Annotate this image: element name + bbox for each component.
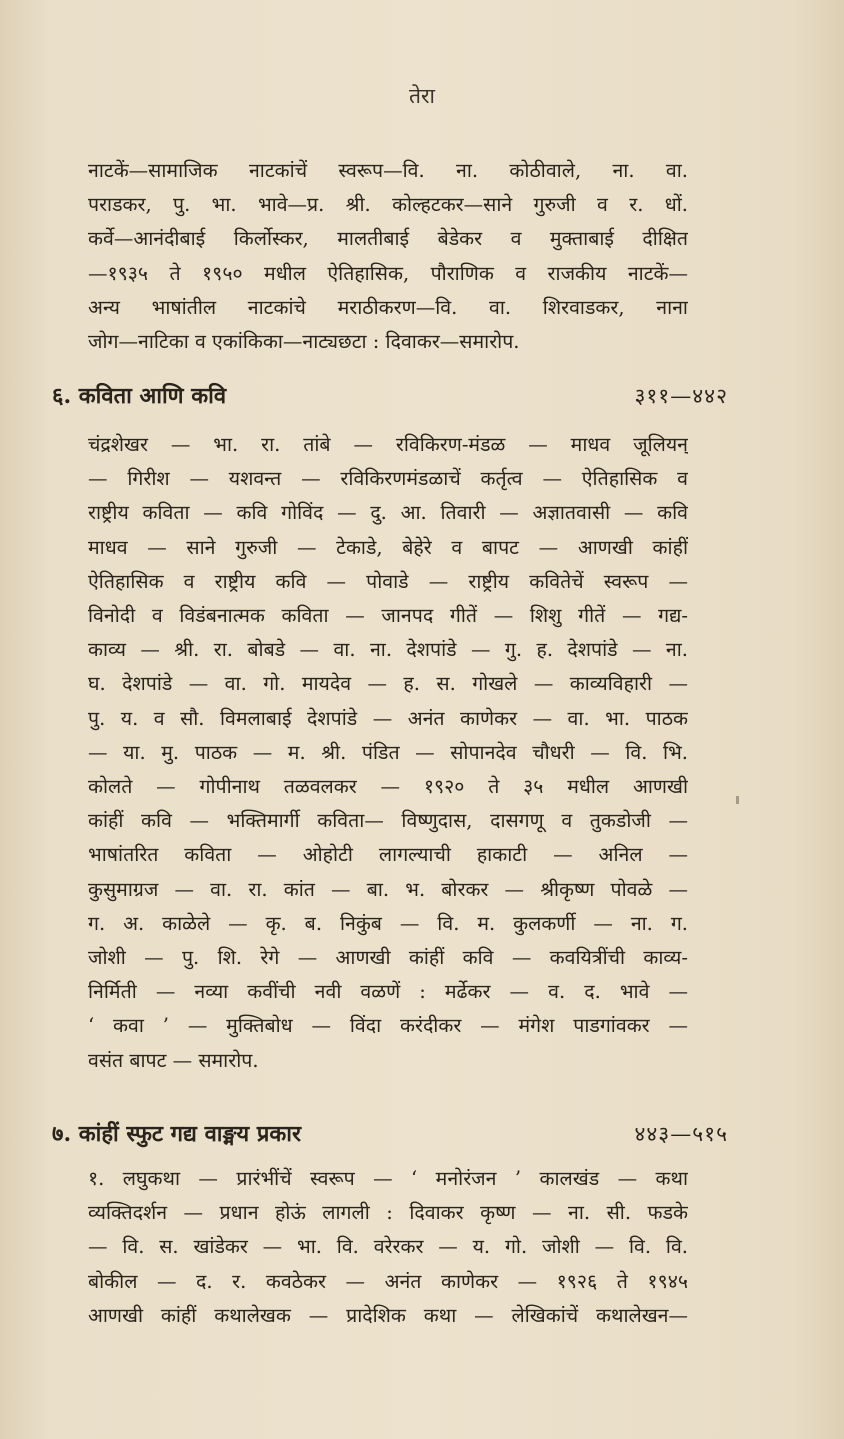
text-line: वसंत बापट — समारोप. (88, 1048, 259, 1072)
text-line: ‘ कवा ’ — मुक्तिबोध — विंदा करंदीकर — मंगेश पाडगांवकर — (88, 1014, 688, 1038)
text-line: पराडकर, पु. भा. भावे—प्र. श्री. कोल्हटकर—साने गुरुजी व र. धों. (88, 193, 688, 217)
text-line: विनोदी व विडंबनात्मक कविता — जानपद गीतें — शिशु गीतें — गद्य- (88, 604, 688, 628)
text-line: जोशी — पु. शि. रेगे — आणखी कांहीं कवि — कवयित्रींची काव्य- (88, 946, 688, 970)
page-number-header: तेरा (409, 84, 435, 108)
text-line: बोकील — द. र. कवठेकर — अनंत काणेकर — १९२६ ते १९४५ (88, 1269, 688, 1293)
section-title: ६. कविता आणि कवि (52, 383, 227, 409)
text-line: घ. देशपांडे — वा. गो. मायदेव — ह. स. गोखले — काव्यविहारी — (88, 672, 688, 696)
text-line: १. लघुकथा — प्रारंभींचें स्वरूप — ‘ मनोरंजन ’ कालखंड — कथा (88, 1167, 688, 1190)
section-heading-prose (52, 1118, 728, 1148)
text-line: कांहीं कवि — भक्तिमार्गी कविता— विष्णुदास, दासगणू व तुकडोजी — (88, 809, 688, 833)
text-line: अन्य भाषांतील नाटकांचे मराठीकरण—वि. वा. शिरवाडकर, नाना (88, 295, 688, 319)
text-line: भाषांतरित कविता — ओहोटी लागल्याची हाकाटी — अनिल — (88, 843, 688, 867)
text-line: जोग—नाटिका व एकांकिका—नाट्यछटा : दिवाकर—समारोप. (88, 330, 520, 354)
text-line: पु. य. व सौ. विमलाबाई देशपांडे — अनंत काणेकर — वा. भा. पाठक (88, 706, 688, 730)
text-line: माधव — साने गुरुजी — टेकाडे, बेहेरे व बापट — आणखी कांहीं (88, 535, 688, 559)
section-heading-poetry (52, 380, 728, 410)
text-line: ऐतिहासिक व राष्ट्रीय कवि — पोवाडे — राष्ट्रीय कवितेचें स्वरूप — (88, 569, 688, 593)
section-body-prose (88, 1162, 688, 1333)
text-line: व्यक्तिदर्शन — प्रधान होऊं लागली : दिवाकर कृष्ण — ना. सी. फडके (88, 1201, 688, 1225)
text-line: चंद्रशेखर — भा. रा. तांबे — रविकिरण-मंडळ — माधव जूलियन् (88, 433, 688, 456)
text-line: ग. अ. काळेले — कृ. ब. निकुंब — वि. म. कुलकर्णी — ना. ग. (88, 911, 688, 935)
text-line: काव्य — श्री. रा. बोबडे — वा. ना. देशपांडे — गु. ह. देशपांडे — ना. (88, 638, 688, 662)
text-line: निर्मिती — नव्या कवींची नवी वळणें : मर्ढेकर — व. द. भावे — (88, 980, 688, 1004)
text-line: — गिरीश — यशवन्त — रविकिरणमंडळाचें कर्तृत्व — ऐतिहासिक व (88, 467, 688, 491)
section-page-range: ३११—४४२ (634, 384, 728, 408)
section-title: ७. कांहीं स्फुट गद्य वाङ्मय प्रकार (52, 1121, 301, 1147)
section-body-poetry (88, 428, 688, 1078)
text-line: — वि. स. खांडेकर — भा. वि. वरेरकर — य. गो. जोशी — वि. वि. (88, 1235, 688, 1259)
paper-speck (736, 796, 739, 804)
text-line: — या. मु. पाठक — म. श्री. पंडित — सोपानदेव चौधरी — वि. भि. (88, 740, 688, 764)
text-line: आणखी कांहीं कथालेखक — प्रादेशिक कथा — लेखिकांचें कथालेखन— (88, 1303, 688, 1327)
text-line: कुसुमाग्रज — वा. रा. कांत — बा. भ. बोरकर — श्रीकृष्ण पोवळे — (88, 877, 688, 901)
intro-paragraph (88, 154, 688, 359)
text-line: कर्वे—आनंदीबाई किर्लोस्कर, मालतीबाई बेडेकर व मुक्ताबाई दीक्षित (88, 227, 688, 251)
section-page-range: ४४३—५१५ (634, 1122, 728, 1146)
text-line: कोलते — गोपीनाथ तळवलकर — १९२० ते ३५ मधील आणखी (88, 775, 688, 799)
text-line: —१९३५ ते १९५० मधील ऐतिहासिक, पौराणिक व राजकीय नाटकें— (88, 261, 688, 285)
text-line: नाटकें—सामाजिक नाटकांचें स्वरूप—वि. ना. कोठीवाले, ना. वा. (88, 159, 688, 182)
text-line: राष्ट्रीय कविता — कवि गोविंद — दु. आ. तिवारी — अज्ञातवासी — कवि (88, 501, 688, 525)
